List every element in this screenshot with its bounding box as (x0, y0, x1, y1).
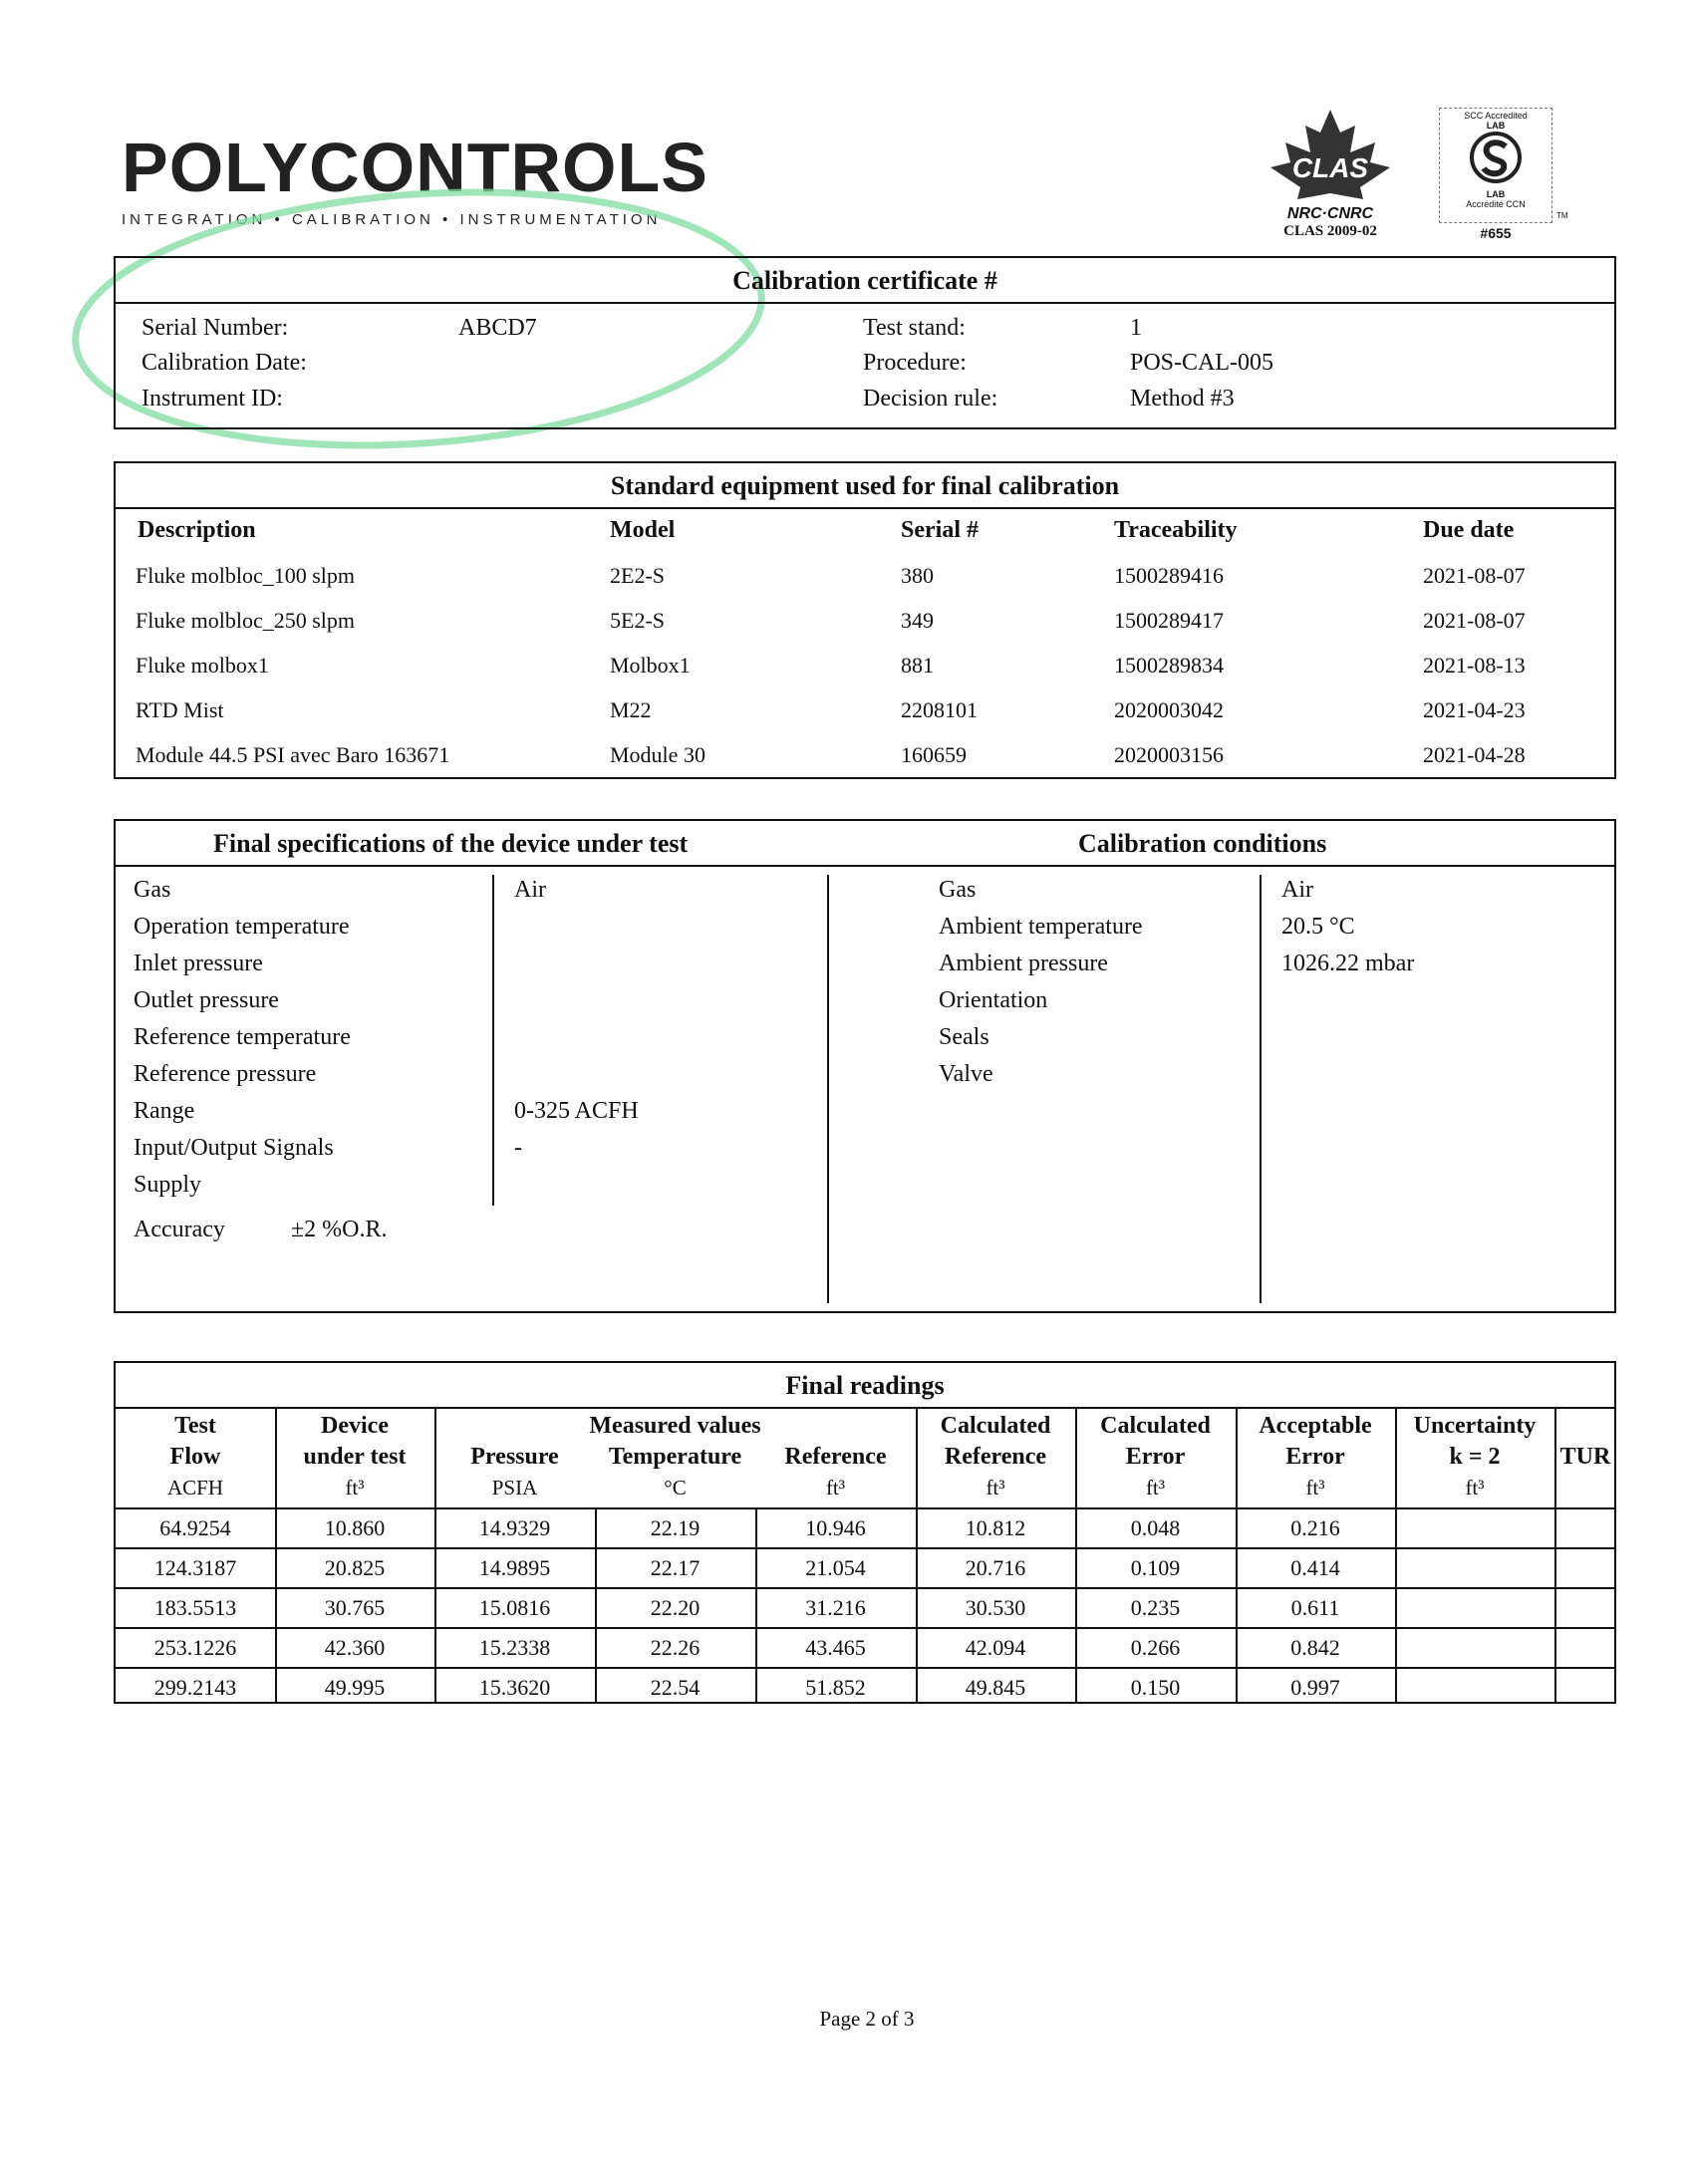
test-stand-label: Test stand: (863, 315, 966, 341)
std-cell: 5E2-S (610, 608, 665, 633)
cell-temperature: 22.19 (650, 1515, 701, 1540)
std-cell: 2021-08-07 (1423, 608, 1526, 633)
std-cell: Fluke molbloc_100 slpm (136, 563, 355, 588)
certificate-box (114, 256, 1616, 429)
std-cell: Module 30 (610, 742, 705, 767)
spec-label-operation-temperature: Operation temperature (134, 914, 350, 940)
cell-device: 10.860 (324, 1515, 386, 1540)
scc-lab2-text: LAB (1486, 189, 1506, 199)
header-uncertainty: Uncertainty k = 2 ft³ (1413, 1413, 1537, 1500)
scc-logo (1439, 108, 1552, 223)
cond-label-seals: Seals (939, 1024, 989, 1050)
spec-label-outlet-pressure: Outlet pressure (134, 987, 279, 1013)
header-tur: TUR (1559, 1444, 1611, 1470)
scc-ccn-text: Accrédité CCN (1466, 199, 1526, 209)
cell-pressure: 15.3620 (478, 1675, 551, 1700)
cond-label-ambient-pressure: Ambient pressure (939, 951, 1108, 976)
std-cell: Fluke molbox1 (136, 653, 269, 678)
standard-title: Standard equipment used for final calibration (610, 471, 1120, 500)
header-temperature: Temperature °C (608, 1444, 742, 1500)
logo-tagline: INTEGRATION • CALIBRATION • INSTRUMENTATION (122, 211, 662, 228)
specs-box (114, 819, 1616, 1313)
cond-value-ambient-temperature: 20.5 °C (1281, 914, 1355, 940)
std-header-traceability: Traceability (1114, 517, 1238, 543)
header-reference: Reference ft³ (784, 1444, 887, 1500)
serial-label: Serial Number: (141, 315, 289, 341)
std-cell: 881 (901, 653, 934, 678)
scc-number: #655 (1480, 225, 1512, 241)
scc-lab-text: LAB (1486, 121, 1506, 131)
cell-calc-error: 0.048 (1130, 1515, 1181, 1540)
cell-device: 20.825 (324, 1555, 386, 1580)
cell-acceptable-error: 0.216 (1290, 1515, 1340, 1540)
std-header-description: Description (138, 517, 256, 543)
spec-value-range: 0-325 ACFH (514, 1098, 639, 1124)
spec-label-reference-pressure: Reference pressure (134, 1061, 317, 1087)
cond-label-valve: Valve (939, 1061, 993, 1087)
decision-label: Decision rule: (863, 386, 998, 411)
clas-logo (1266, 108, 1395, 242)
specs-title-left: Final specifications of the device under test (213, 829, 689, 858)
procedure-value: POS-CAL-005 (1130, 350, 1274, 376)
accuracy-value: ±2 %O.R. (291, 1217, 388, 1242)
cell-calc-reference: 49.845 (965, 1675, 1026, 1700)
spec-label-supply: Supply (134, 1172, 202, 1198)
specs-title-right: Calibration conditions (1078, 829, 1327, 858)
std-cell: 349 (901, 608, 934, 633)
cell-pressure: 15.2338 (478, 1635, 551, 1660)
spec-label-gas: Gas (134, 877, 171, 903)
cell-reference: 21.054 (805, 1555, 866, 1580)
std-cell: 2020003156 (1114, 742, 1224, 767)
std-cell: 1500289417 (1114, 608, 1224, 633)
std-cell: RTD Mist (136, 697, 224, 722)
std-header-due-date: Due date (1423, 517, 1515, 543)
cell-calc-reference: 10.812 (965, 1515, 1026, 1540)
header-pressure: Pressure PSIA (470, 1444, 559, 1500)
decision-value: Method #3 (1130, 386, 1235, 411)
std-cell: Fluke molbloc_250 slpm (136, 608, 355, 633)
std-cell: 2021-04-28 (1423, 742, 1526, 767)
cond-value-gas: Air (1281, 877, 1313, 903)
std-cell: 2E2-S (610, 563, 665, 588)
cell-test-flow: 64.9254 (159, 1515, 231, 1540)
cell-reference: 10.946 (805, 1515, 866, 1540)
cell-calc-error: 0.235 (1130, 1595, 1181, 1620)
cond-label-orientation: Orientation (939, 987, 1048, 1013)
spec-label-inlet-pressure: Inlet pressure (134, 951, 263, 976)
std-cell: 2020003042 (1114, 697, 1224, 722)
std-cell: 2021-04-23 (1423, 697, 1526, 722)
test-stand-value: 1 (1130, 315, 1142, 341)
cell-reference: 31.216 (805, 1595, 866, 1620)
cell-device: 49.995 (324, 1675, 386, 1700)
std-cell: M22 (610, 697, 652, 722)
instrument-label: Instrument ID: (141, 386, 283, 411)
cell-calc-error: 0.266 (1130, 1635, 1181, 1660)
std-cell: 1500289834 (1114, 653, 1224, 678)
spec-label-range: Range (134, 1098, 195, 1124)
cell-test-flow: 183.5513 (153, 1595, 237, 1620)
cell-calc-reference: 20.716 (965, 1555, 1026, 1580)
spec-value-io-signals: - (514, 1135, 522, 1161)
cell-reference: 51.852 (805, 1675, 866, 1700)
cell-reference: 43.465 (805, 1635, 866, 1660)
spec-value-gas: Air (514, 877, 546, 903)
cell-temperature: 22.54 (650, 1675, 701, 1700)
std-cell: Module 44.5 PSI avec Baro 163671 (136, 742, 450, 767)
cell-pressure: 14.9329 (478, 1515, 551, 1540)
cal-date-label: Calibration Date: (141, 350, 307, 376)
spec-label-io-signals: Input/Output Signals (134, 1135, 334, 1161)
cell-acceptable-error: 0.414 (1290, 1555, 1340, 1580)
maple-leaf-icon (1266, 108, 1395, 202)
header-calculated-reference: Calculated Reference ft³ (940, 1413, 1051, 1500)
header-calculated-error: Calculated Error ft³ (1100, 1413, 1211, 1500)
header-test-flow: Test Flow ACFH (166, 1413, 224, 1500)
header-acceptable-error: Acceptable Error ft³ (1259, 1413, 1372, 1500)
page-number: Page 2 of 3 (819, 2007, 915, 2031)
scc-s-icon (1466, 131, 1526, 184)
cell-acceptable-error: 0.997 (1290, 1675, 1340, 1700)
std-cell: 380 (901, 563, 934, 588)
standard-equipment-box (114, 461, 1616, 779)
cond-label-ambient-temperature: Ambient temperature (939, 914, 1143, 940)
cond-value-ambient-pressure: 1026.22 mbar (1281, 951, 1415, 976)
cell-acceptable-error: 0.842 (1290, 1635, 1340, 1660)
cell-test-flow: 299.2143 (153, 1675, 237, 1700)
header-device-under-test: Device under test ft³ (303, 1413, 407, 1500)
cell-calc-error: 0.150 (1130, 1675, 1181, 1700)
std-cell: 2021-08-13 (1423, 653, 1526, 678)
cond-label-gas: Gas (939, 877, 977, 903)
cell-calc-error: 0.109 (1130, 1555, 1181, 1580)
tm-mark: TM (1556, 211, 1568, 220)
clas-number: CLAS 2009-02 (1283, 223, 1377, 239)
nrc-text: NRC·CNRC (1286, 205, 1374, 222)
clas-text: CLAS (1291, 152, 1369, 183)
std-cell: 2021-08-07 (1423, 563, 1526, 588)
cell-acceptable-error: 0.611 (1290, 1595, 1340, 1620)
procedure-label: Procedure: (863, 350, 967, 376)
std-cell: 160659 (901, 742, 967, 767)
spec-label-reference-temperature: Reference temperature (134, 1024, 351, 1050)
logo-wordmark: POLYCONTROLS (122, 129, 708, 206)
cell-temperature: 22.17 (650, 1555, 701, 1580)
std-cell: 2208101 (901, 697, 978, 722)
final-readings-box (114, 1361, 1616, 1704)
header-measured-values: Measured values (589, 1413, 761, 1439)
cell-temperature: 22.26 (650, 1635, 701, 1660)
cell-temperature: 22.20 (650, 1595, 701, 1620)
readings-title: Final readings (785, 1371, 945, 1400)
std-cell: Molbox1 (610, 653, 691, 678)
cell-pressure: 15.0816 (478, 1595, 551, 1620)
serial-value: ABCD7 (458, 315, 537, 341)
cell-pressure: 14.9895 (478, 1555, 551, 1580)
accuracy-label: Accuracy (134, 1217, 225, 1242)
cell-calc-reference: 42.094 (965, 1635, 1026, 1660)
std-header-model: Model (610, 517, 676, 543)
std-header-serial: Serial # (901, 517, 979, 543)
cell-calc-reference: 30.530 (965, 1595, 1026, 1620)
cell-test-flow: 253.1226 (153, 1635, 237, 1660)
cell-device: 42.360 (324, 1635, 386, 1660)
std-cell: 1500289416 (1114, 563, 1224, 588)
cell-device: 30.765 (324, 1595, 386, 1620)
cell-test-flow: 124.3187 (153, 1555, 237, 1580)
certificate-title: Calibration certificate # (732, 266, 997, 295)
scc-top-text: SCC Accredited (1464, 111, 1528, 121)
